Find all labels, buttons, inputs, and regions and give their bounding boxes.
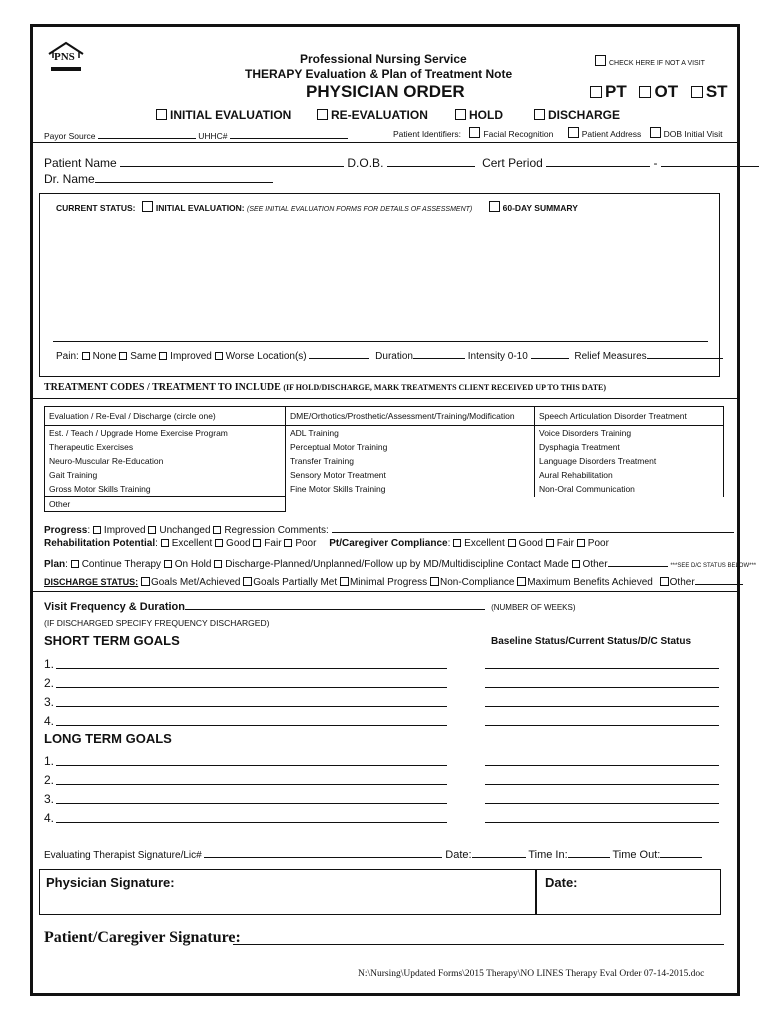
cert-start-field[interactable] <box>546 155 650 167</box>
dc-non-compliance[interactable]: Non-Compliance <box>430 577 514 588</box>
plan-hold[interactable]: On Hold <box>164 559 212 570</box>
treatment-codes-table <box>44 406 724 512</box>
eval-discharge-checkbox[interactable]: DISCHARGE <box>534 108 620 122</box>
baseline-title: Baseline Status/Current Status/D/C Status <box>491 636 692 647</box>
pain-row: Pain: None Same Improved Worse Location(s) Duration Intensity 0-10 Relief Measures <box>56 347 723 362</box>
ot-checkbox[interactable]: OT <box>639 82 678 101</box>
compliance-poor[interactable]: Poor <box>577 538 609 549</box>
table-cell[interactable]: Fine Motor Skills Training <box>286 482 535 497</box>
discipline-checkboxes <box>590 82 728 102</box>
pain-worse[interactable]: Worse <box>215 351 255 362</box>
codes-divider <box>33 398 737 399</box>
sixty-day-checkbox[interactable]: 60-DAY SUMMARY <box>489 203 578 213</box>
table-cell[interactable]: Speech Articulation Disorder Treatment <box>535 407 724 426</box>
dc-minimal[interactable]: Minimal Progress <box>340 577 427 588</box>
physician-date-label: Date: <box>545 875 578 890</box>
table-cell[interactable]: Voice Disorders Training <box>535 426 724 441</box>
discharge-status-row: DISCHARGE STATUS: Goals Met/Achieved Goals Partially Met Minimal Progress Non-Compliance Maximum Benefits Achieved Other <box>44 573 743 588</box>
pain-none[interactable]: None <box>82 351 117 362</box>
stg-4-baseline-field[interactable] <box>485 725 719 726</box>
table-row-other <box>45 497 724 512</box>
payor-divider <box>33 142 737 143</box>
page-title: PHYSICIAN ORDER <box>306 82 465 101</box>
dr-name-field[interactable] <box>95 171 273 183</box>
table-header-row <box>45 407 724 426</box>
table-cell[interactable]: Therapeutic Exercises <box>45 440 286 454</box>
pns-logo <box>46 40 86 74</box>
dc-other[interactable]: Other <box>660 577 695 588</box>
table-row <box>45 454 724 468</box>
ltg-1-label: 1. <box>44 754 55 768</box>
stg-2-field[interactable] <box>56 687 447 688</box>
ltg-3-baseline-field[interactable] <box>485 803 719 804</box>
dob-initial-checkbox[interactable]: DOB Initial Visit <box>650 129 723 139</box>
plan-divider <box>33 591 737 592</box>
rehab-good[interactable]: Good <box>215 538 250 549</box>
stg-3-field[interactable] <box>56 706 447 707</box>
stg-4-label: 4. <box>44 714 55 728</box>
ltg-2-baseline-field[interactable] <box>485 784 719 785</box>
payor-label: Payor Source <box>44 131 96 141</box>
stg-4-field[interactable] <box>56 725 447 726</box>
table-cell[interactable]: Non-Oral Communication <box>535 482 724 497</box>
therapist-signature-row: Evaluating Therapist Signature/Lic# Date: Time In: Time Out: <box>44 846 702 861</box>
compliance-fair[interactable]: Fair <box>546 538 574 549</box>
eval-re-checkbox[interactable]: RE-EVALUATION <box>317 108 428 122</box>
plan-other[interactable]: Other <box>572 559 608 570</box>
pt-checkbox[interactable]: PT <box>590 82 627 101</box>
dc-max-benefits[interactable]: Maximum Benefits Achieved <box>517 577 653 588</box>
uhhc-field[interactable] <box>230 127 348 139</box>
dc-goals-met[interactable]: Goals Met/Achieved <box>141 577 241 588</box>
long-term-goals-title: LONG TERM GOALS <box>44 731 172 746</box>
intensity-field[interactable] <box>531 347 569 359</box>
rehab-poor[interactable]: Poor <box>284 538 316 549</box>
codes-heading: TREATMENT CODES / TREATMENT TO INCLUDE (IF HOLD/DISCHARGE, MARK TREATMENTS CLIENT RECEIVED UP TO THIS DATE) <box>44 382 607 393</box>
table-cell-other[interactable]: Other <box>45 497 286 512</box>
dr-row: Dr. Name <box>44 171 273 186</box>
ltg-4-baseline-field[interactable] <box>485 822 719 823</box>
st-checkbox[interactable]: ST <box>691 82 728 101</box>
table-cell[interactable]: ADL Training <box>286 426 535 441</box>
progress-regression[interactable]: Regression <box>213 525 275 536</box>
caregiver-signature-label: Patient/Caregiver Signature: <box>44 929 241 946</box>
compliance-good[interactable]: Good <box>508 538 543 549</box>
not-visit-label: CHECK HERE IF NOT A VISIT <box>609 60 705 67</box>
stg-1-baseline-field[interactable] <box>485 668 719 669</box>
comments-field[interactable] <box>332 521 734 533</box>
org-name: Professional Nursing Service <box>300 52 467 66</box>
status-divider <box>53 341 708 342</box>
payor-row <box>44 127 348 141</box>
patient-row: Patient Name D.O.B. Cert Period - <box>44 155 759 170</box>
plan-row: Plan: Continue Therapy On Hold Discharge-Planned/Unplanned/Follow up by MD/Multidiscipline Contact Made Other ***SEE D/C STATUS BELOW*** <box>44 555 756 570</box>
footer-path: N:\Nursing\Updated Forms\2015 Therapy\NO LINES Therapy Eval Order 07-14-2015.doc <box>358 969 705 979</box>
table-row <box>45 426 724 441</box>
pain-improved[interactable]: Improved <box>159 351 212 362</box>
table-cell[interactable]: Transfer Training <box>286 454 535 468</box>
dc-partially-met[interactable]: Goals Partially Met <box>243 577 337 588</box>
table-cell[interactable]: Gross Motor Skills Training <box>45 482 286 497</box>
not-visit-checkbox[interactable] <box>595 55 705 67</box>
visit-frequency-field[interactable] <box>185 598 485 610</box>
table-cell[interactable]: Dysphagia Treatment <box>535 440 724 454</box>
rehab-row: Rehabilitation Potential: Excellent Good Fair Poor Pt/Caregiver Compliance: Excellent Good Fair Poor <box>44 538 609 549</box>
payor-field[interactable] <box>98 127 196 139</box>
stg-1-field[interactable] <box>56 668 447 669</box>
facial-recognition-checkbox[interactable]: Facial Recognition <box>469 129 553 139</box>
therapist-date-field[interactable] <box>472 846 526 858</box>
dc-frequency-note: (IF DISCHARGED SPECIFY FREQUENCY DISCHARGED) <box>44 618 270 628</box>
table-cell[interactable]: Sensory Motor Treatment <box>286 468 535 482</box>
progress-row: Progress: Improved Unchanged Regression Comments: <box>44 521 734 536</box>
table-cell[interactable]: Neuro-Muscular Re-Education <box>45 454 286 468</box>
time-out-field[interactable] <box>660 846 702 858</box>
stg-3-label: 3. <box>44 695 55 709</box>
ltg-4-label: 4. <box>44 811 55 825</box>
patient-identifiers: Patient Identifiers: Facial Recognition Patient Address DOB Initial Visit <box>393 129 723 139</box>
table-cell[interactable]: Perceptual Motor Training <box>286 440 535 454</box>
ltg-3-field[interactable] <box>56 803 447 804</box>
plan-other-field[interactable] <box>608 555 668 567</box>
table-cell[interactable]: DME/Orthotics/Prosthetic/Assessment/Training/Modification <box>286 407 535 426</box>
table-cell[interactable]: Aural Rehabilitation <box>535 468 724 482</box>
ltg-1-field[interactable] <box>56 765 447 766</box>
form-subtitle: THERAPY Evaluation & Plan of Treatment Note <box>245 67 513 81</box>
short-term-goals-title: SHORT TERM GOALS <box>44 633 180 648</box>
ltg-3-label: 3. <box>44 792 55 806</box>
ltg-2-field[interactable] <box>56 784 447 785</box>
table-row <box>45 482 724 497</box>
table-cell[interactable]: Est. / Teach / Upgrade Home Exercise Program <box>45 426 286 441</box>
cert-end-field[interactable] <box>661 155 759 167</box>
stg-2-label: 2. <box>44 676 55 690</box>
progress-improved[interactable]: Improved <box>93 525 146 536</box>
stg-3-baseline-field[interactable] <box>485 706 719 707</box>
patient-name-field[interactable] <box>120 155 344 167</box>
location-field[interactable] <box>309 347 369 359</box>
stg-2-baseline-field[interactable] <box>485 687 719 688</box>
dob-field[interactable] <box>387 155 475 167</box>
logo-text: PNS <box>54 51 75 63</box>
pain-same[interactable]: Same <box>119 351 156 362</box>
rehab-excellent[interactable]: Excellent <box>161 538 213 549</box>
uhhc-label: UHHC# <box>198 131 228 141</box>
duration-field[interactable] <box>413 347 465 359</box>
dc-other-field[interactable] <box>695 573 743 585</box>
rehab-fair[interactable]: Fair <box>253 538 281 549</box>
ltg-1-baseline-field[interactable] <box>485 765 719 766</box>
ltg-4-field[interactable] <box>56 822 447 823</box>
ltg-2-label: 2. <box>44 773 55 787</box>
patient-address-checkbox[interactable]: Patient Address <box>568 129 642 139</box>
current-status-row: CURRENT STATUS: INITIAL EVALUATION: (SEE INITIAL EVALUATION FORMS FOR DETAILS OF ASSESSMENT) 60-DAY SUMMARY <box>56 203 578 213</box>
caregiver-signature-field[interactable] <box>233 944 724 945</box>
eval-initial-checkbox[interactable]: INITIAL EVALUATION <box>156 108 291 122</box>
stg-1-label: 1. <box>44 657 55 671</box>
physician-signature-label: Physician Signature: <box>46 875 175 890</box>
eval-hold-checkbox[interactable]: HOLD <box>455 108 503 122</box>
table-row <box>45 440 724 454</box>
table-row <box>45 468 724 482</box>
table-cell[interactable]: Evaluation / Re-Eval / Discharge (circle one) <box>45 407 286 426</box>
visit-frequency-row: Visit Frequency & Duration (NUMBER OF WEEKS) <box>44 598 576 613</box>
time-in-field[interactable] <box>568 846 610 858</box>
plan-continue[interactable]: Continue Therapy <box>71 559 161 570</box>
table-cell[interactable]: Gait Training <box>45 468 286 482</box>
relief-field[interactable] <box>647 347 723 359</box>
progress-unchanged[interactable]: Unchanged <box>148 525 210 536</box>
compliance-excellent[interactable]: Excellent <box>453 538 505 549</box>
initial-eval-checkbox[interactable]: INITIAL EVALUATION: <box>142 203 245 213</box>
therapist-signature-field[interactable] <box>204 846 442 858</box>
plan-discharge[interactable]: Discharge-Planned/Unplanned/Follow up by MD/Multidiscipline Contact Made <box>214 559 569 570</box>
table-cell[interactable]: Language Disorders Treatment <box>535 454 724 468</box>
